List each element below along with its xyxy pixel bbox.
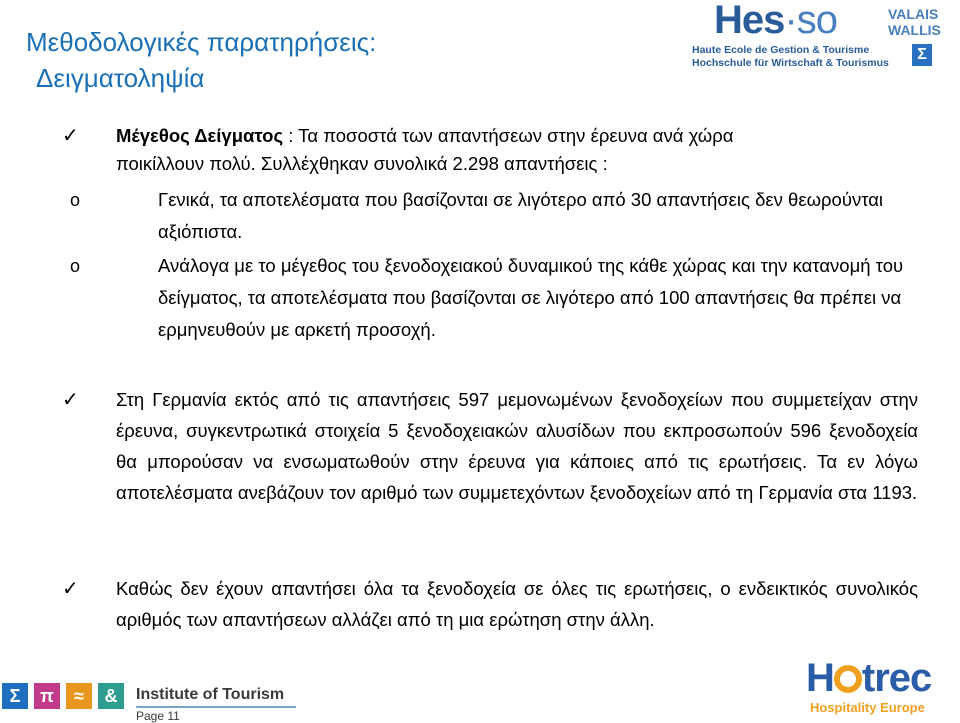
check-icon: ✓ bbox=[62, 578, 79, 600]
bullet-germany: Στη Γερμανία εκτός από τις απαντήσεις 597 μεμονωμένων ξενοδοχείων που συμμετείχαν στην έρευνα, συγκεντρωτικά στοιχεία 5 ξενοδοχειακών αλυσίδων που εκπροσωπούν 596 ξενοδοχεία θα μπορούσαν να ενσωματωθούν στην έρευνα για κάποιες από τις ερωτήσεις. Τα εν λόγω αποτελέσματα ανεβάζουν τον αριθμό των συμμετεχόντων ξενοδοχείων από τη Γερμανία στα 1193. bbox=[116, 389, 918, 503]
bullet-sample-size-line2: ποικίλλουν πολύ. Συλλέχθηκαν συνολικά 2.298 απαντήσεις : bbox=[116, 153, 608, 174]
pi-icon: π bbox=[34, 683, 60, 709]
hes-so-subtitle: Haute Ecole de Gestion & Tourisme Hochschule für Wirtschaft & Tourismus bbox=[692, 44, 889, 69]
hes-so-logo bbox=[692, 0, 950, 70]
hotrec-logo bbox=[806, 656, 952, 720]
bullet-sample-size-line1: Μέγεθος Δείγματος : Τα ποσοστά των απαντήσεων στην έρευνα ανά χώρα bbox=[116, 125, 734, 146]
sub-bullet-marker: o bbox=[70, 256, 81, 276]
hes-so-wordmark bbox=[714, 0, 837, 43]
so-word: ·so bbox=[784, 0, 837, 42]
footer-divider bbox=[136, 706, 296, 708]
check-icon: ✓ bbox=[62, 389, 79, 411]
bullet-response-count: Καθώς δεν έχουν απαντήσει όλα τα ξενοδοχεία σε όλες τις ερωτήσεις, ο ενδεικτικός συνολικός αριθμός των απαντήσεων αλλάζει από τη μια ερώτηση στην άλλη. bbox=[116, 578, 918, 630]
title-line-2: Δειγματοληψία bbox=[36, 63, 205, 93]
approx-icon: ≈ bbox=[66, 683, 92, 709]
sub-bullet-marker: o bbox=[70, 190, 81, 210]
page-number: Page 11 bbox=[136, 709, 180, 723]
ampersand-icon: & bbox=[98, 683, 124, 709]
hes-word: Hes bbox=[714, 0, 785, 42]
sub-bullet-caution: Ανάλογα με το μέγεθος του ξενοδοχειακού δυναμικού της κάθε χώρας και την κατανομή του δείγματος, τα αποτελέσματα που βασίζονται σε λιγότερο από 100 απαντήσεις θα πρέπει να ερμηνευθούν με αρκετή προσοχή. bbox=[158, 255, 904, 340]
sigma-icon: Σ bbox=[912, 44, 932, 66]
slide-title bbox=[26, 24, 376, 96]
hotrec-o-ring bbox=[834, 665, 862, 693]
valais-wallis-label: VALAIS WALLIS bbox=[888, 6, 941, 38]
hotrec-wordmark: H trec bbox=[806, 656, 932, 700]
institute-label: Institute of Tourism bbox=[136, 686, 285, 703]
hotrec-tagline: Hospitality Europe bbox=[810, 700, 925, 715]
title-line-1: Μεθοδολογικές παρατηρήσεις: bbox=[26, 27, 377, 57]
sigma-icon: Σ bbox=[2, 683, 28, 709]
check-icon: ✓ bbox=[62, 125, 79, 147]
sub-bullet-reliability: Γενικά, τα αποτελέσματα που βασίζονται σε λιγότερο από 30 απαντήσεις δεν θεωρούνται αξιόπιστα. bbox=[158, 189, 884, 242]
